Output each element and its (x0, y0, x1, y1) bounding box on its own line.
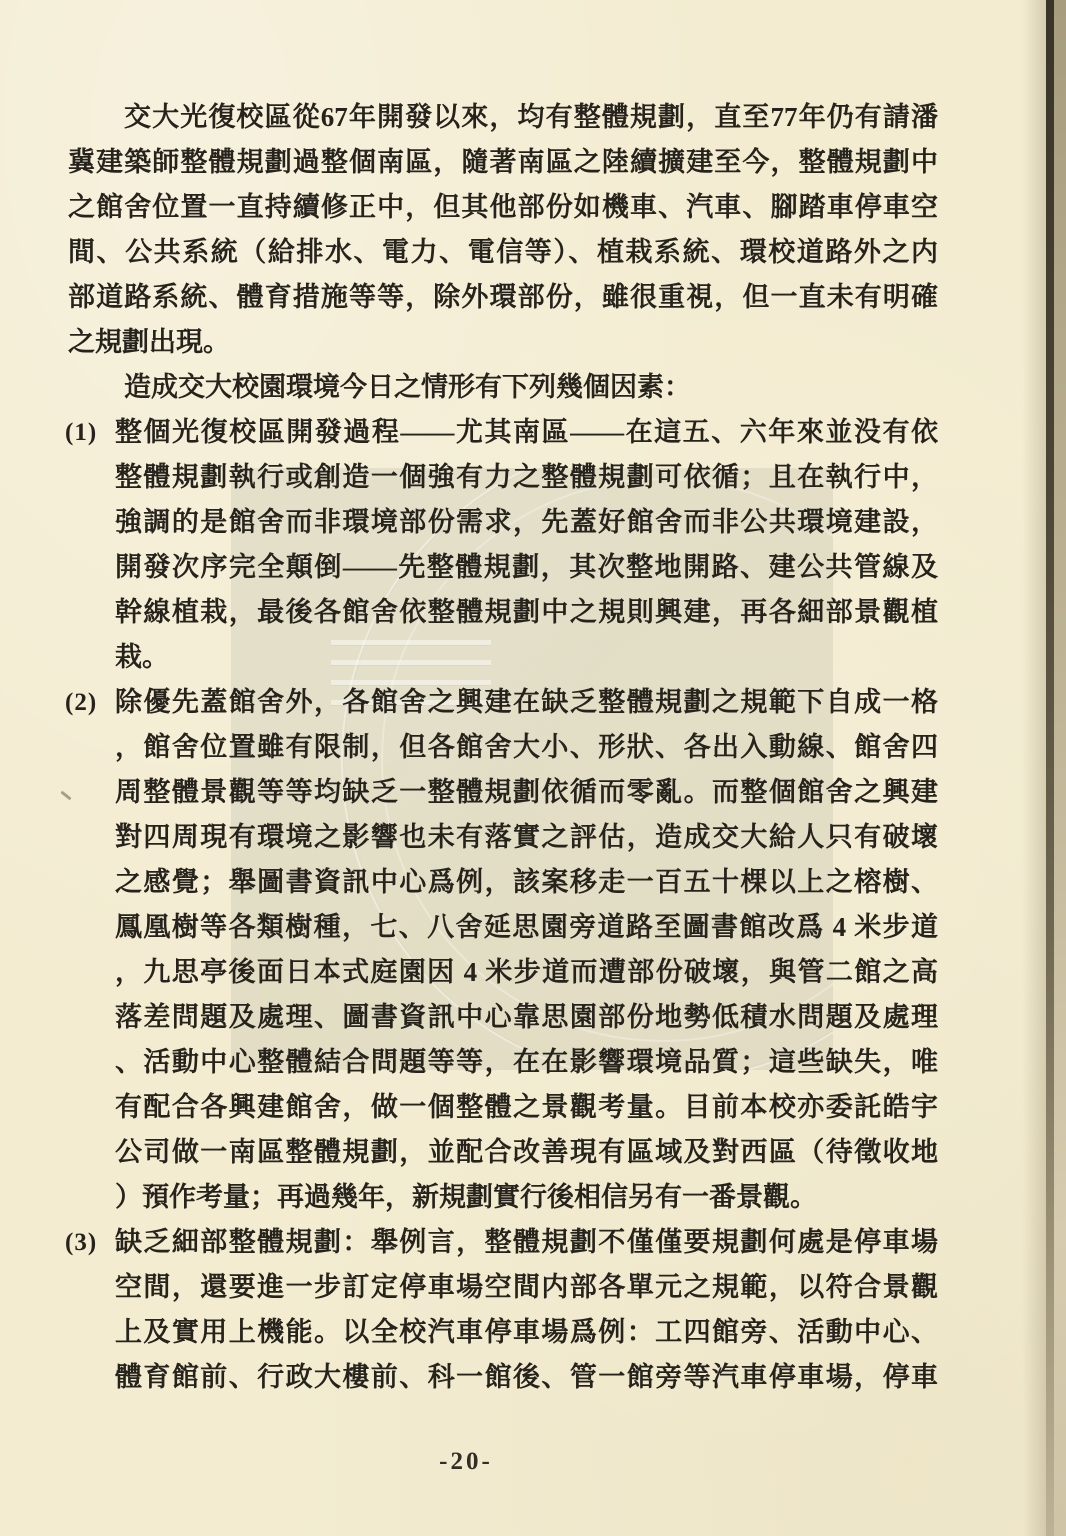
text-line (65, 1220, 938, 1265)
text-line (115, 1040, 938, 1085)
text-line-content: 整個光復校區開發過程——尤其南區——在這五、六年來並没有依 (115, 417, 938, 447)
text-line (68, 230, 938, 275)
text-column (65, 95, 938, 1400)
text-line (68, 275, 938, 320)
text-line-content: 之感覺；舉圖書資訊中心爲例，該案移走一百五十棵以上之榕樹、 (115, 867, 938, 897)
text-line (115, 1265, 938, 1310)
text-line (68, 185, 938, 230)
list-item-marker: (1) (65, 419, 98, 446)
text-line-content: 周整體景觀等等均缺乏一整體規劃依循而零亂。而整個館舍之興建 (115, 777, 938, 807)
text-line-content: 栽。 (115, 642, 169, 672)
text-lines (65, 95, 938, 1400)
text-line-content: 部道路系統、體育措施等等，除外環部份，雖很重視，但一直未有明確 (68, 282, 938, 312)
text-line-content: 冀建築師整體規劃過整個南區，隨著南區之陸續擴建至今，整體規劃中 (68, 147, 938, 177)
page-edge-shadow (1022, 0, 1046, 1536)
text-line-content: 開發次序完全顛倒——先整體規劃，其次整地開路、建公共管線及 (115, 552, 938, 582)
text-line (115, 1130, 938, 1175)
text-line-content: 公司做一南區整體規劃，並配合改善現有區域及對西區（待徵收地 (115, 1137, 938, 1167)
list-item-marker: (3) (65, 1229, 98, 1256)
scan-backing-strip (1054, 0, 1066, 1536)
text-line-content: 造成交大校園環境今日之情形有下列幾個因素： (124, 372, 691, 402)
text-line (115, 1355, 938, 1400)
text-line-content: 間、公共系統（給排水、電力、電信等）、植栽系統、環校道路外之内 (68, 237, 938, 267)
text-line-content: 對四周現有環境之影響也未有落實之評估，造成交大給人只有破壞 (115, 822, 938, 852)
text-line (115, 950, 938, 995)
text-line (65, 410, 938, 455)
text-line (115, 815, 938, 860)
text-line-content: 、活動中心整體結合問題等等，在在影響環境品質；這些缺失，唯 (115, 1047, 938, 1077)
text-line (115, 500, 938, 545)
text-line-content: 交大光復校區從67年開發以來，均有整體規劃，直至77年仍有請潘 (124, 102, 938, 132)
page-edge-line (1046, 0, 1054, 1536)
text-line-content: 之規劃出現。 (68, 327, 230, 357)
list-item-marker: (2) (65, 689, 98, 716)
text-line (115, 635, 938, 680)
text-line (68, 365, 938, 410)
text-line (68, 320, 938, 365)
text-line (68, 95, 938, 140)
text-line (115, 1175, 938, 1220)
text-line-content: ，館舍位置雖有限制，但各館舍大小、形狀、各出入動線、館舍四 (115, 732, 938, 762)
text-line (115, 725, 938, 770)
text-line (65, 680, 938, 725)
text-line-content: 幹線植栽，最後各館舍依整體規劃中之規則興建，再各細部景觀植 (115, 597, 938, 627)
text-line (115, 905, 938, 950)
text-line (115, 590, 938, 635)
text-line-content: 體育館前、行政大樓前、科一館後、管一館旁等汽車停車場，停車 (115, 1362, 938, 1392)
text-line-content: 之館舍位置一直持續修正中，但其他部份如機車、汽車、腳踏車停車空 (68, 192, 938, 222)
text-line (115, 995, 938, 1040)
text-line (115, 860, 938, 905)
text-line-content: ，九思亭後面日本式庭園因 4 米步道而遭部份破壞，與管二館之高 (115, 957, 938, 987)
text-line (115, 1310, 938, 1355)
text-line (115, 1085, 938, 1130)
page-number: -20- (439, 1448, 493, 1475)
text-line-content: 整體規劃執行或創造一個強有力之整體規劃可依循；且在執行中， (115, 462, 938, 492)
text-line-content: 落差問題及處理、圖書資訊中心靠思園部份地勢低積水問題及處理 (115, 1002, 938, 1032)
text-line (115, 545, 938, 590)
text-line-content: 上及實用上機能。以全校汽車停車場爲例：工四館旁、活動中心、 (115, 1317, 938, 1347)
text-line-content: ）預作考量；再過幾年，新規劃實行後相信另有一番景觀。 (115, 1182, 817, 1212)
text-line-content: 除優先蓋館舍外，各館舍之興建在缺乏整體規劃之規範下自成一格 (115, 687, 938, 717)
text-line-content: 鳳凰樹等各類樹種，七、八舍延思園旁道路至圖書館改爲 4 米步道 (115, 912, 938, 942)
text-line-content: 強調的是館舍而非環境部份需求，先蓋好館舍而非公共環境建設， (115, 507, 938, 537)
text-line-content: 空間，還要進一步訂定停車場空間内部各單元之規範，以符合景觀 (115, 1272, 938, 1302)
text-line-content: 缺乏細部整體規劃：舉例言，整體規劃不僅僅要規劃何處是停車場 (115, 1227, 938, 1257)
text-line (115, 770, 938, 815)
text-line-content: 有配合各興建館舍，做一個整體之景觀考量。目前本校亦委託皓宇 (115, 1092, 938, 1122)
text-line (115, 455, 938, 500)
text-line (68, 140, 938, 185)
